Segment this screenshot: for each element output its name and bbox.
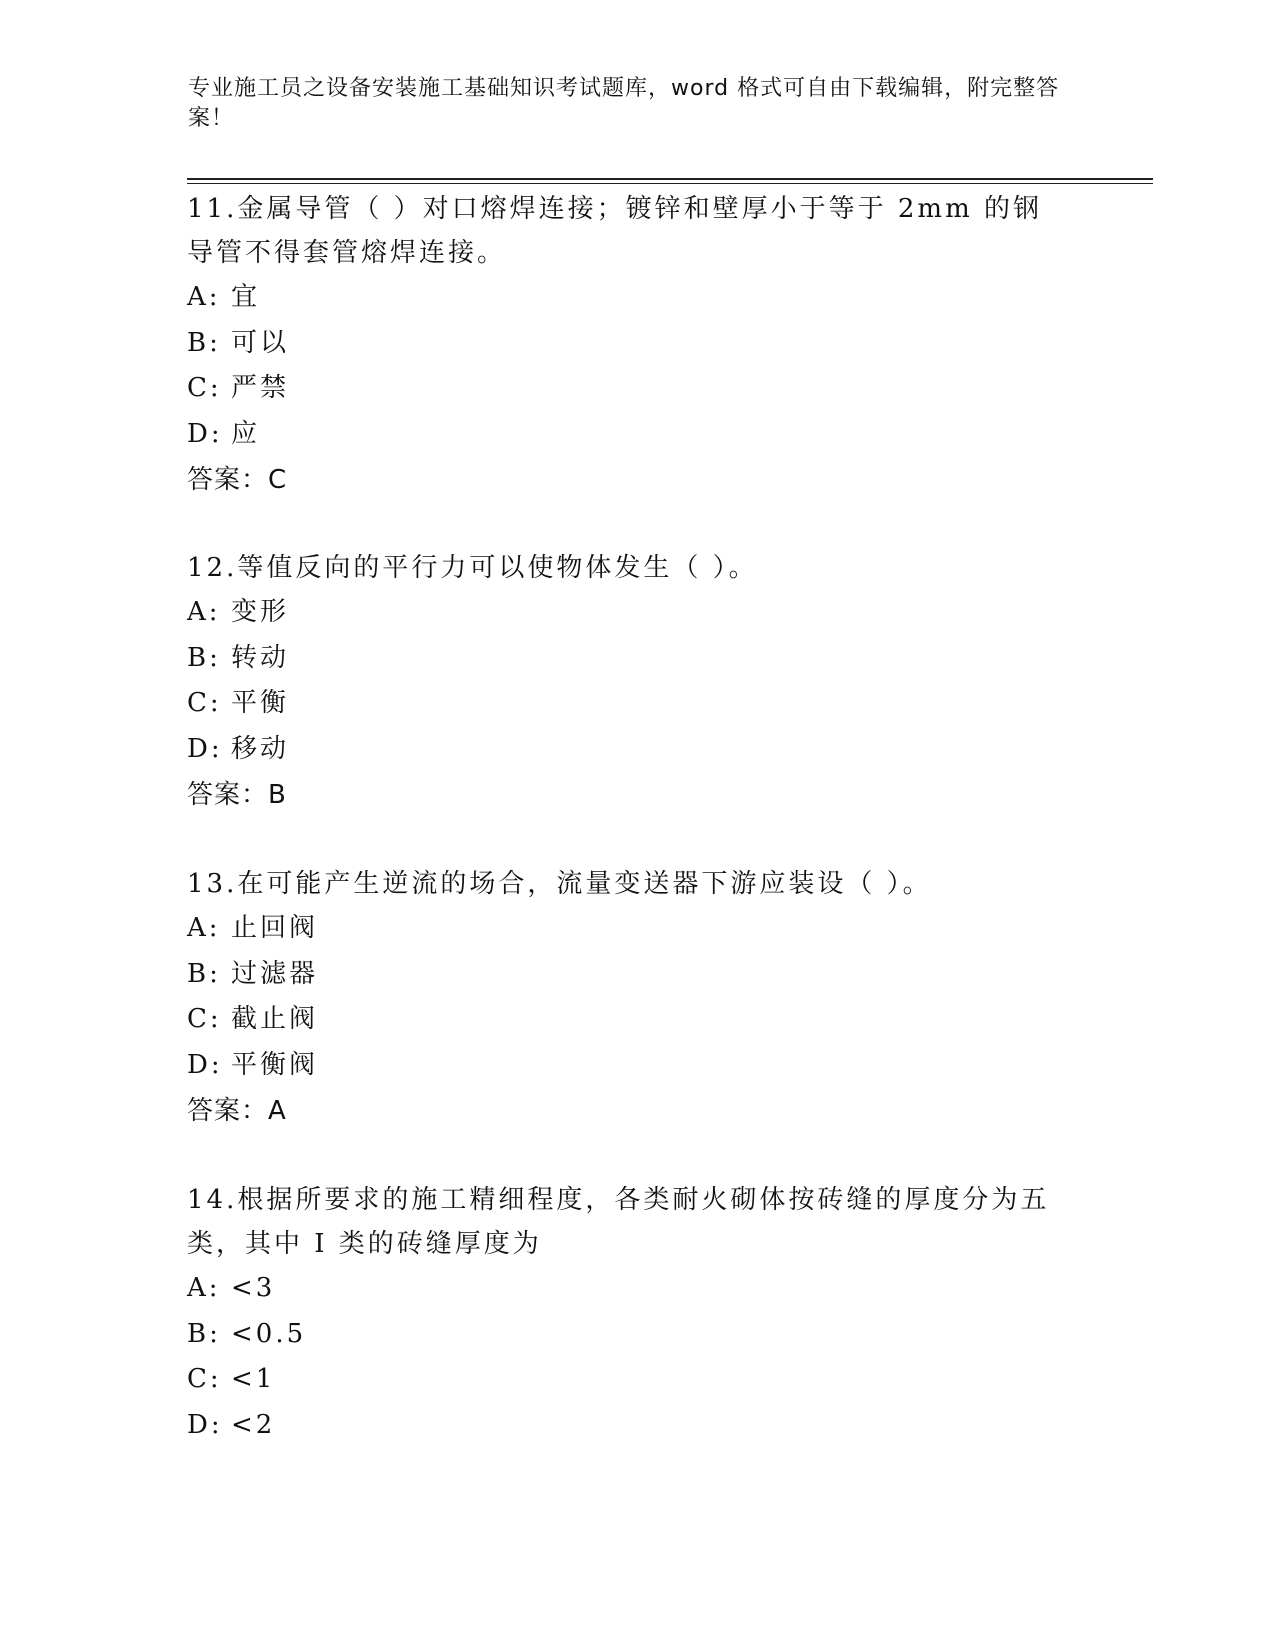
option-text: 严禁 — [231, 373, 290, 403]
option-d — [187, 727, 1087, 773]
option-text: <2 — [231, 1409, 276, 1440]
option-text: 可以 — [231, 327, 290, 358]
option-letter: C: — [187, 688, 222, 718]
option-c — [187, 681, 1087, 727]
document-header: 专业施工员之设备安装施工基础知识考试题库，word 格式可自由下载编辑，附完整答案！ — [188, 76, 1060, 131]
option-a — [187, 1266, 1087, 1312]
question-12 — [187, 546, 1087, 818]
answer-line: 答案：B — [187, 780, 287, 810]
option-text: <1 — [231, 1364, 276, 1394]
option-text: 转动 — [231, 642, 290, 673]
question-stem: 11.金属导管（ ）对口熔焊连接；镀锌和壁厚小于等于 2mm 的钢导管不得套管熔焊连接。 — [187, 194, 1042, 268]
option-b — [187, 952, 1087, 998]
option-text: 过滤器 — [231, 958, 319, 989]
option-text: 变形 — [231, 597, 290, 627]
option-b — [187, 636, 1087, 682]
question-stem: 13.在可能产生逆流的场合，流量变送器下游应装设（ ）。 — [187, 869, 932, 899]
option-a — [187, 590, 1087, 636]
question-13 — [187, 862, 1087, 1134]
option-text: 止回阀 — [231, 913, 319, 943]
question-14 — [187, 1178, 1087, 1448]
option-letter: A: — [187, 597, 221, 627]
answer-line: 答案：A — [187, 1096, 287, 1126]
option-text: 应 — [231, 418, 261, 449]
option-d — [187, 1043, 1087, 1089]
option-a — [187, 275, 1087, 321]
header-divider-thick — [187, 178, 1153, 180]
option-letter: A: — [187, 282, 221, 312]
question-stem: 14.根据所要求的施工精细程度，各类耐火砌体按砖缝的厚度分为五类，其中 I 类的砖缝厚度为 — [187, 1185, 1050, 1259]
answer-line: 答案：C — [187, 465, 288, 495]
option-text: 宜 — [231, 282, 261, 312]
option-letter: B: — [187, 1318, 221, 1349]
question-stem: 12.等值反向的平行力可以使物体发生（ ）。 — [187, 553, 758, 583]
option-c — [187, 366, 1087, 412]
option-c — [187, 997, 1087, 1043]
option-d — [187, 412, 1087, 458]
option-d — [187, 1403, 1087, 1449]
option-text: 平衡阀 — [231, 1049, 319, 1080]
option-text: <3 — [231, 1273, 276, 1303]
option-letter: C: — [187, 1004, 222, 1034]
option-letter: B: — [187, 327, 221, 358]
option-letter: B: — [187, 642, 221, 673]
question-11 — [187, 187, 1087, 503]
option-letter: C: — [187, 1364, 222, 1394]
option-text: 截止阀 — [231, 1004, 319, 1034]
option-text: 移动 — [231, 733, 290, 764]
option-b — [187, 321, 1087, 367]
option-letter: D: — [187, 1409, 223, 1440]
option-letter: D: — [187, 733, 223, 764]
option-letter: D: — [187, 418, 223, 449]
option-letter: A: — [187, 913, 221, 943]
option-text: <0.5 — [231, 1318, 307, 1349]
option-c — [187, 1357, 1087, 1403]
header-divider-thin — [187, 183, 1153, 184]
option-letter: C: — [187, 373, 222, 403]
option-letter: D: — [187, 1049, 223, 1080]
option-text: 平衡 — [231, 688, 290, 718]
option-letter: A: — [187, 1273, 221, 1303]
option-a — [187, 906, 1087, 952]
option-letter: B: — [187, 958, 221, 989]
option-b — [187, 1312, 1087, 1358]
